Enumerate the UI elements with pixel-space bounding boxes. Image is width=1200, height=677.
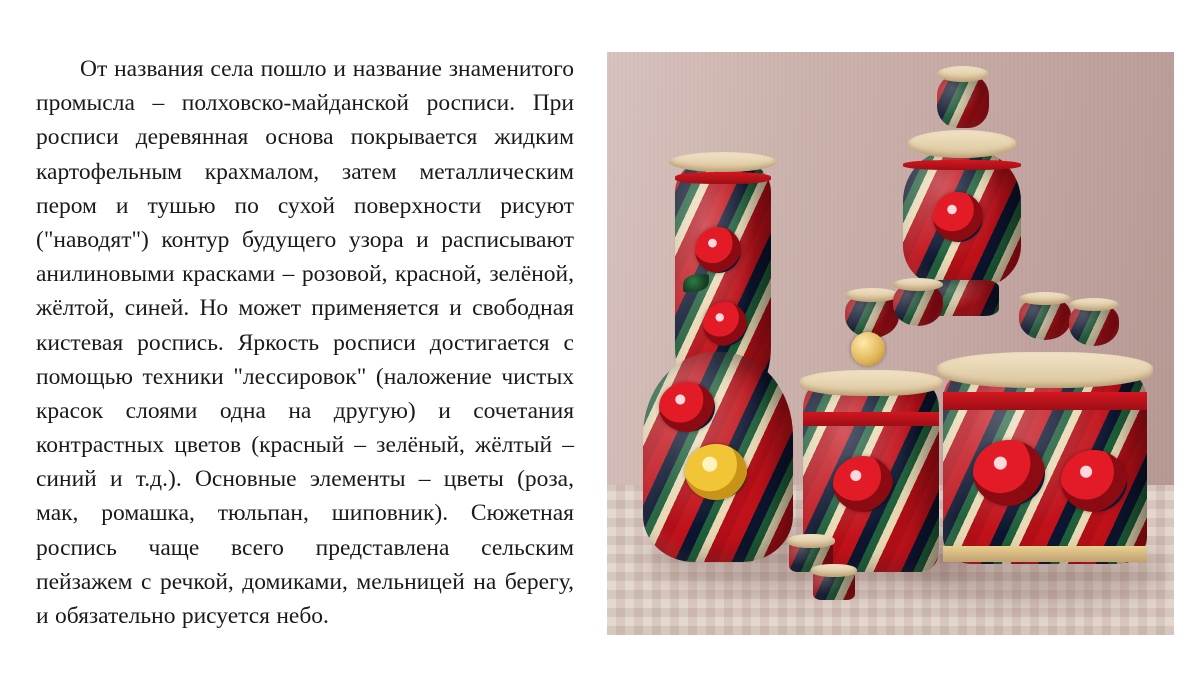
painted-flower xyxy=(703,302,747,346)
cup-rim xyxy=(1019,292,1071,305)
samovar-band xyxy=(903,160,1021,170)
vase-rim xyxy=(669,152,777,172)
painted-flower xyxy=(933,192,983,242)
image-column xyxy=(600,0,1200,677)
painted-flower xyxy=(659,382,715,432)
barrel-lid xyxy=(799,370,943,396)
round-box-foot xyxy=(943,546,1147,562)
cup-rim xyxy=(1069,298,1119,311)
round-box-lid xyxy=(937,352,1153,388)
painted-flower xyxy=(1061,450,1127,512)
cup-rim xyxy=(845,288,899,302)
samovar-lid xyxy=(907,130,1017,158)
painted-flower xyxy=(695,227,741,273)
painted-sphere xyxy=(851,332,885,366)
painted-flower-yellow xyxy=(685,444,747,500)
tiny-box-lid xyxy=(787,534,835,548)
painted-small-jar xyxy=(937,74,989,128)
painted-flower xyxy=(833,456,893,512)
slide-paragraph: От названия села пошло и название знаменитого промысла – полховско-майданской росписи. При росписи деревянная основа покрывается жидким картофельным крахмалом, затем металлическим пером и тушью по сухой поверхности рисуют ("наводят") контур будущего узора и расписывают анилиновыми красками – розовой, красной, зелёной, жёлтой, синей. Но может применяется и свободная кистевая роспись. Яркость росписи достигается с помощью техники "лессировок" (наложение чистых красок слоями одна на другую) и сочетания контрастных цветов (красный – зелёный, жёлтый – синий и т.д.). Основные элементы – цветы (роза, мак, ромашка, тюльпан, шиповник). Сюжетная роспись чаще всего представлена сельским пейзажем с речкой, домиками, мельницей на берегу, и обязательно рисуется небо. xyxy=(36,56,574,629)
text-column xyxy=(0,0,600,653)
barrel-band xyxy=(803,412,939,426)
vase-band xyxy=(675,172,771,184)
polkhov-maidan-photo xyxy=(607,52,1174,635)
tiny-box-lid xyxy=(811,564,857,577)
painted-flower xyxy=(973,440,1045,506)
round-box-band xyxy=(943,392,1147,410)
cup-rim xyxy=(893,278,943,291)
small-jar-lid xyxy=(937,66,989,82)
